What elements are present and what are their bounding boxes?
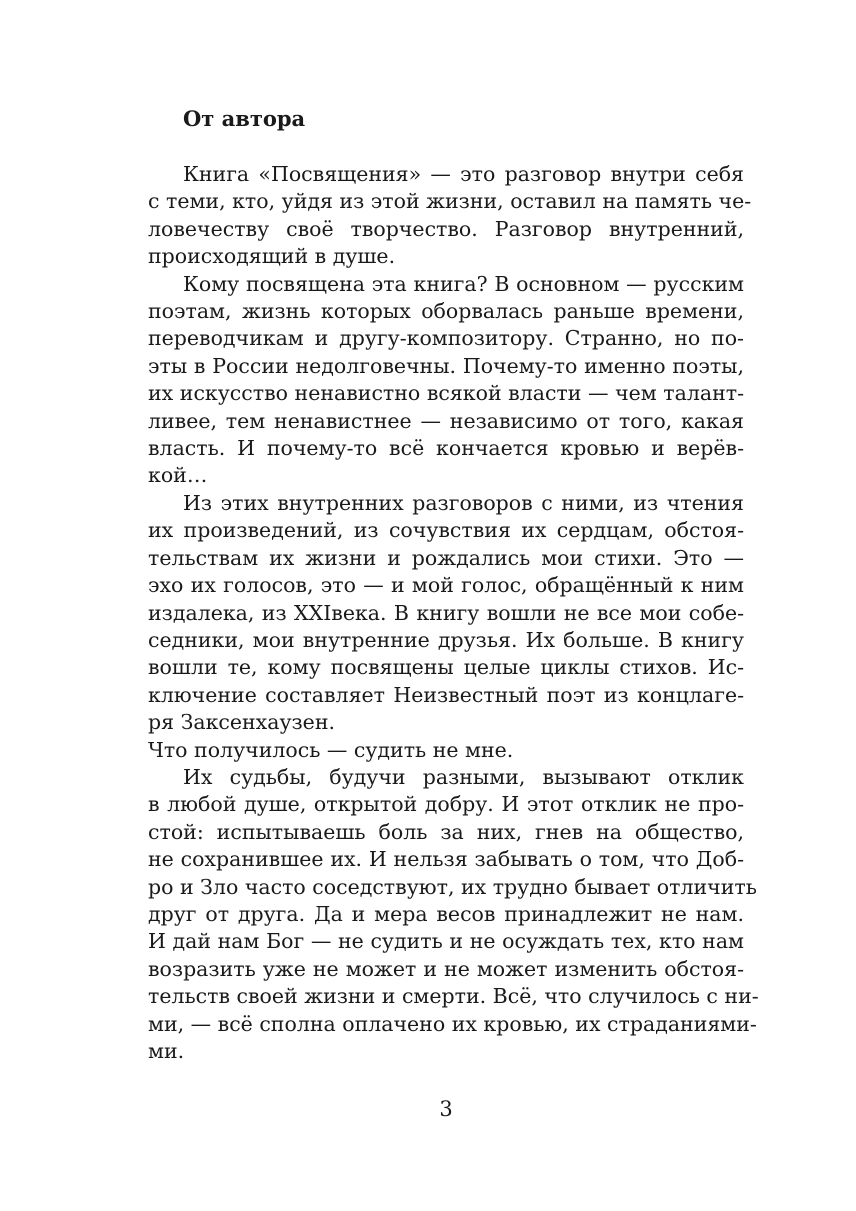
text-line: не сохранившее их. И нельзя забывать о том, что Доб- (148, 847, 744, 872)
section-heading: От автора (183, 106, 306, 131)
text-line: тельствам их жизни и рождались мои стихи. Это — (148, 545, 744, 570)
text-line: Их судьбы, будучи разными, вызывают отклик (183, 764, 744, 789)
text-line: власть. И почему-то всё кончается кровью и верёв- (148, 436, 744, 461)
text-line: друг от друга. Да и мера весов принадлежит не нам. (148, 901, 744, 926)
text-line: вошли те, кому посвящены целые циклы стихов. Ис- (148, 655, 744, 680)
text-line: И дай нам Бог — не судить и не осуждать тех, кто нам (148, 929, 744, 954)
text-line: ря Заксенхаузен. (148, 710, 335, 735)
text-line: ро и Зло часто соседствуют, их трудно бывает отличить (148, 874, 757, 899)
text-line: возразить уже не может и не может изменить обстоя- (148, 956, 744, 981)
text-line: эты в России недолговечны. Почему-то именно поэты, (148, 353, 744, 378)
body-text (148, 161, 759, 1065)
text-line: ключение составляет Неизвестный поэт из концлаге- (148, 682, 744, 707)
text-line: происходящий в душе. (148, 244, 396, 269)
text-line: Что получилось — судить не мне. (148, 737, 514, 762)
text-line: издалека, из XXIвека. В книгу вошли не все мои собе- (148, 600, 744, 625)
text-line: Кому посвящена эта книга? В основном — русским (183, 271, 744, 296)
page-number: 3 (439, 1097, 453, 1121)
text-line: их искусство ненавистно всякой власти — чем талант- (148, 381, 744, 406)
text-line: Из этих внутренних разговоров с ними, из чтения (183, 490, 744, 515)
text-line: в любой душе, открытой добру. И этот отклик не про- (148, 792, 744, 817)
text-line: тельств своей жизни и смерти. Всё, что случилось с ни- (148, 984, 759, 1009)
text-line: с теми, кто, уйдя из этой жизни, оставил на память че- (148, 189, 752, 214)
text-line: ливее, тем ненавистнее — независимо от того, какая (148, 408, 744, 433)
text-line: ми. (148, 1039, 185, 1063)
text-line: их произведений, из сочувствия их сердцам, обстоя- (148, 518, 744, 543)
text-line: ловечеству своё творчество. Разговор внутренний, (148, 216, 744, 241)
text-line: кой… (148, 463, 208, 488)
text-line: седники, мои внутренние друзья. Их больше. В книгу (148, 627, 744, 652)
text-line: ми, — всё сполна оплачено их кровью, их страданиями- (148, 1011, 757, 1036)
text-line: переводчикам и другу-композитору. Странно, но по- (148, 326, 744, 351)
text-line: поэтам, жизнь которых оборвалась раньше времени, (148, 299, 744, 324)
text-line: стой: испытываешь боль за них, гнев на общество, (148, 819, 744, 844)
text-line: Книга «Посвящения» — это разговор внутри себя (183, 162, 744, 186)
text-line: эхо их голосов, это — и мой голос, обращённый к ним (148, 573, 744, 598)
